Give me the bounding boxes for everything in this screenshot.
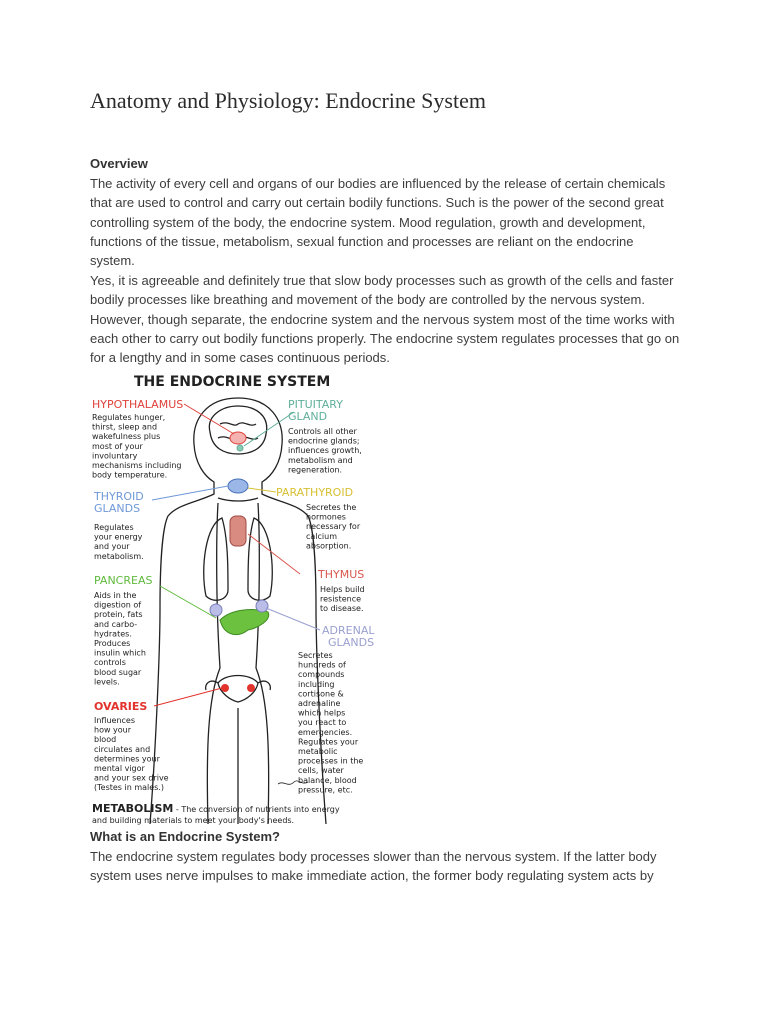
pancreas-description-line: hydrates. xyxy=(94,629,132,639)
page-title: Anatomy and Physiology: Endocrine System xyxy=(90,88,486,113)
parathyroid-description-line: absorption. xyxy=(306,541,352,551)
hypothalamus-description-line: body temperature. xyxy=(92,470,168,480)
hypothalamus-description-line: wakefulness plus xyxy=(92,432,161,442)
adrenal-description-line: adrenaline xyxy=(298,699,341,708)
hypothalamus-label: HYPOTHALAMUS xyxy=(92,398,184,411)
pancreas-pointer xyxy=(160,586,216,618)
adrenal-description-line: cortisone & xyxy=(298,689,344,699)
pituitary-description-line: metabolism and xyxy=(288,455,353,465)
pancreas-description-line: digestion of xyxy=(94,600,142,610)
thyroid-description-line: Regulates xyxy=(94,523,134,532)
ovary-right xyxy=(247,684,255,692)
pancreas-label: PANCREAS xyxy=(94,574,153,587)
pancreas-description-line: blood sugar xyxy=(94,667,142,677)
ovary-left xyxy=(221,684,229,692)
parathyroid-description-line: necessary for xyxy=(306,522,361,532)
pancreas-description-line: insulin which xyxy=(94,648,146,658)
pancreas-description-line: levels. xyxy=(94,677,120,687)
gland-descriptions xyxy=(92,413,365,794)
adrenal-description-line: which helps xyxy=(298,708,346,718)
pancreas-description-line: Produces xyxy=(94,639,131,648)
thyroid-description-line: your energy xyxy=(94,532,143,542)
pituitary-description-line: influences growth, xyxy=(288,446,362,456)
metabolism-definition xyxy=(92,802,340,815)
ovaries-description-line: Influences xyxy=(94,716,136,725)
thymus-label: THYMUS xyxy=(318,568,365,581)
adrenal-description-line: cells, water xyxy=(298,766,344,776)
thyroid-description-line: metabolism. xyxy=(94,551,144,561)
adrenal-description-line: compounds xyxy=(298,670,345,680)
adrenal-description-line: processes in the xyxy=(298,756,364,766)
adrenal-label-2: GLANDS xyxy=(328,636,375,649)
pancreas-description-line: Aids in the xyxy=(94,591,137,600)
thymus-pointer xyxy=(248,534,300,574)
thymus-description-line: to disease. xyxy=(320,604,364,614)
hypothalamus-description-line: most of your xyxy=(92,441,143,451)
ovaries-description-line: mental vigor xyxy=(94,764,145,773)
pancreas-gland xyxy=(220,610,269,635)
ovaries-label: OVARIES xyxy=(94,700,148,713)
ovaries-description-line: how your xyxy=(94,725,132,735)
metabolism-definition-line-1: - The conversion of nutrients into energy xyxy=(173,805,340,814)
hypothalamus-description-line: Regulates hunger, xyxy=(92,413,166,422)
thymus-description-line: resistence xyxy=(320,594,362,604)
metabolism-definition-line-2: and building materials to meet your body's needs. xyxy=(92,816,295,825)
thyroid-pointer xyxy=(152,486,228,500)
metabolism-label: METABOLISM xyxy=(92,802,174,815)
adrenal-gland-left xyxy=(210,604,222,616)
adrenal-description-line: metabolic xyxy=(298,747,338,756)
diagram-title: THE ENDOCRINE SYSTEM xyxy=(134,374,331,390)
pancreas-description-line: and carbo- xyxy=(94,619,138,629)
adrenal-description-line: pressure, etc. xyxy=(298,785,353,795)
hypothalamus-description-line: mechanisms including xyxy=(92,461,182,470)
parathyroid-description-line: Secretes the xyxy=(306,503,357,512)
pituitary-pointer xyxy=(244,412,294,446)
section-heading-what-is: What is an Endocrine System? xyxy=(90,829,280,844)
hypothalamus-gland xyxy=(230,432,246,444)
ovaries-description-line: circulates and xyxy=(94,744,151,754)
pancreas-description-line: controls xyxy=(94,658,126,668)
ovaries-description-line: and your sex drive xyxy=(94,773,169,783)
pituitary-description-line: endocrine glands; xyxy=(288,436,360,446)
pancreas-description-line: protein, fats xyxy=(94,610,143,620)
thyroid-label-2: GLANDS xyxy=(94,502,141,515)
parathyroid-label: PARATHYROID xyxy=(276,486,354,499)
ovaries-description-line: (Testes in males.) xyxy=(94,783,165,793)
adrenal-description-line: balance, blood xyxy=(298,775,357,785)
hypothalamus-description-line: thirst, sleep and xyxy=(92,422,158,432)
overview-paragraph-1: The activity of every cell and organs of our bodies are influenced by the release of certain chemicals that are used to control and carry out certain bodily functions. Such is the power of the second great controlling system of the body, the endocrine system. Mood regulation, growth and development, functions of the tissue, metabolism, sexual function and processes are reliant on the endocrine system. xyxy=(90,176,666,269)
thymus-gland xyxy=(230,516,246,546)
endocrine-system-diagram xyxy=(88,368,388,828)
adrenal-label-1: ADRENAL xyxy=(322,624,375,637)
thyroid-description-line: and your xyxy=(94,542,130,552)
pituitary-description-line: Controls all other xyxy=(288,427,357,436)
adrenal-pointer xyxy=(266,608,320,630)
ovaries-description-line: determines your xyxy=(94,754,160,764)
parathyroid-description-line: calcium xyxy=(306,531,338,541)
hypothalamus-description-line: involuntary xyxy=(92,451,138,461)
parathyroid-description-line: hormones xyxy=(306,512,346,522)
adrenal-gland-right xyxy=(256,600,268,612)
ovaries-description-line: blood xyxy=(94,735,117,745)
endocrine-diagram-svg xyxy=(88,368,388,828)
pituitary-label-1: PITUITARY xyxy=(288,398,343,411)
thyroid-gland xyxy=(228,479,248,493)
thymus-description-line: Helps build xyxy=(320,585,365,594)
overview-paragraph-2: Yes, it is agreeable and definitely true that slow body processes such as growth of the cells and faster bodily processes like breathing and movement of the body are controlled by the nervous system. However, though separate, the endocrine system and the nervous system most of the time works with each other to carry out bodily functions properly. The endocrine system regulates processes that go on for a lengthy and in some cases continuous periods. xyxy=(90,273,680,366)
adrenal-description-line: hundreds of xyxy=(298,660,346,670)
adrenal-description-line: including xyxy=(298,679,335,689)
adrenal-description-line: Secretes xyxy=(298,651,333,660)
pituitary-label-2: GLAND xyxy=(288,410,328,423)
pituitary-gland xyxy=(237,445,243,451)
section-paragraph-1: The endocrine system regulates body processes slower than the nervous system. If the latter body system uses nerve impulses to make immediate action, the former body regulating system acts by xyxy=(90,849,657,884)
adrenal-description-line: Regulates your xyxy=(298,737,359,747)
adrenal-description-line: emergencies. xyxy=(298,727,353,737)
overview-heading: Overview xyxy=(90,156,148,171)
adrenal-description-line: you react to xyxy=(298,718,347,728)
thyroid-label-1: THYROID xyxy=(94,490,144,503)
pituitary-description-line: regeneration. xyxy=(288,465,343,475)
